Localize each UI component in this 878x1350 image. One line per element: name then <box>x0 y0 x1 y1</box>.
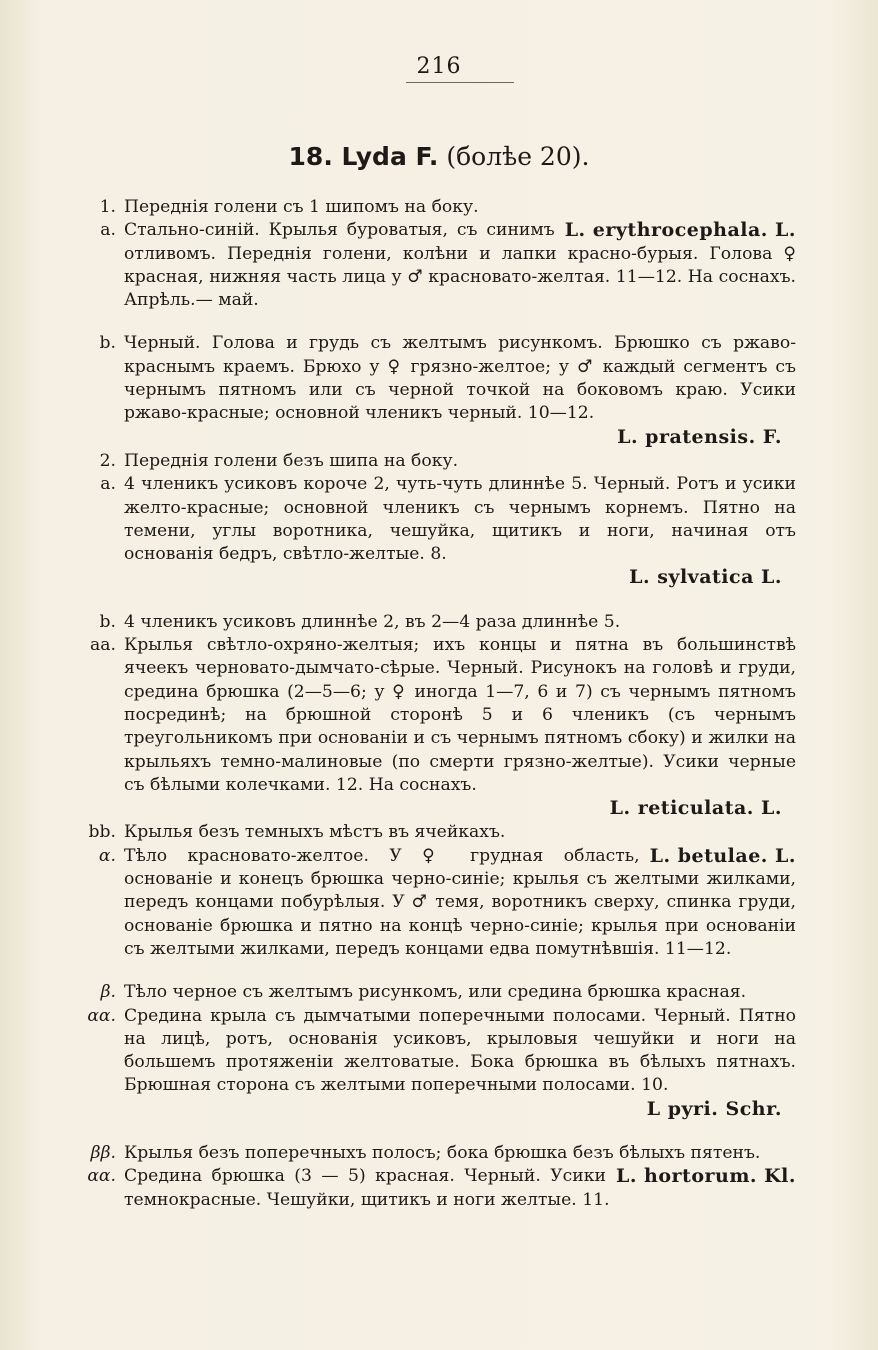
couplet-text: Черный. Голова и грудь съ желтымъ рисункомъ. Брюшко съ ржаво-краснымъ краемъ. Брюхо у ♀ грязно-желтое; у ♂ каждый сегментъ съ чернымъ пятномъ или съ черной точкой на боковомъ краю. Усики ржаво-красные; основной членикъ черный. 10—12. <box>124 333 796 424</box>
couplet-text: Тѣло черное съ желтымъ рисункомъ, или средина брюшка красная. <box>124 982 747 1003</box>
key-couplet <box>90 634 796 821</box>
couplet-marker: b. <box>99 611 116 632</box>
key-couplet <box>100 981 796 1004</box>
species-name: L. reticulata. L. <box>609 797 782 820</box>
couplet-text: Средина брюшка (3 — 5) красная. Черный. Усики темнокрасные. Чешуйки, щитикъ и ноги желтые. 11. <box>124 1166 610 1210</box>
key-couplet <box>88 821 796 844</box>
couplet-text: 4 членикъ усиковъ короче 2, чуть-чуть длиннѣе 5. Черный. Ротъ и усики желто-красные; основной членикъ съ чернымъ корнемъ. Пятно на темени, углы воротника, чешуйка, щитикъ и ноги, начиная отъ основанія бедръ, свѣтло-желтые. 8. <box>124 474 796 565</box>
key-couplet <box>100 219 796 312</box>
key-couplet <box>99 196 796 219</box>
key-couplet <box>90 1142 796 1165</box>
species-name: L. sylvatica L. <box>629 566 782 589</box>
couplet-text: Крылья безъ поперечныхъ полосъ; бока брюшка безъ бѣлыхъ пятенъ. <box>124 1142 761 1163</box>
page-number: 216 <box>416 54 462 79</box>
couplet-marker: aa. <box>90 635 116 656</box>
couplet-marker: α. <box>98 845 116 866</box>
couplet-marker: ββ. <box>90 1142 116 1163</box>
key-couplet <box>87 1165 796 1212</box>
couplet-marker: αα. <box>87 1166 116 1187</box>
couplet-marker: β. <box>100 982 116 1003</box>
key-couplet <box>99 450 796 473</box>
couplet-text: Тѣло красновато-желтое. У ♀ грудная область, основаніе и конецъ брюшка черно-синіе; крылья съ желтыми жилками, передъ концами побурѣлыя. У ♂ темя, воротникъ сверху, спинка груди, основаніе брюшка и пятно на концѣ черно-синіе; крылья при основаніи съ желтыми жилками, передъ концами едва помутнѣвшія. 11—12. <box>124 845 796 959</box>
page-number-rule <box>406 82 514 83</box>
genus-species-count: (болѣе 20). <box>446 142 590 171</box>
key-text <box>87 196 796 1212</box>
genus-heading <box>0 142 878 171</box>
species-name: L pyri. Schr. <box>646 1097 782 1120</box>
couplet-marker: αα. <box>87 1005 116 1026</box>
species-name: L. erythrocephala. L. <box>564 219 796 242</box>
key-couplet <box>100 473 796 590</box>
couplet-marker: bb. <box>88 822 116 843</box>
couplet-text: Стально-синій. Крылья буроватыя, съ синимъ отливомъ. Переднія голени, колѣни и лапки красно-бурыя. Голова ♀ красная, нижняя часть лица у ♂ красновато-желтая. 11—12. На соснахъ. Апрѣль.— май. <box>124 220 796 311</box>
couplet-text: Крылья безъ темныхъ мѣстъ въ ячейкахъ. <box>124 822 506 843</box>
couplet-marker: 2. <box>99 450 116 471</box>
key-couplet <box>99 332 796 449</box>
genus-title: 18. Lyda F. <box>288 142 439 171</box>
couplet-text: Крылья свѣтло-охряно-желтыя; ихъ концы и пятна въ большинствѣ ячеекъ черновато-дымчато-сѣрые. Черный. Рисунокъ на головѣ и груди, средина брюшка (2—5—6; у ♀ иногда 1—7, 6 и 7) съ чернымъ пятномъ посрединѣ; на брюшной сторонѣ 5 и 6 членикъ (съ чернымъ треугольникомъ при основаніи и съ чернымъ пятномъ сбоку) и жилки на крыльяхъ темно-малиновые (по смерти грязно-желтые). Усики черные съ бѣлыми колечками. 12. На соснахъ. <box>124 635 796 795</box>
key-couplet <box>87 1005 796 1122</box>
couplet-marker: a. <box>100 220 116 241</box>
species-name: L. hortorum. Kl. <box>615 1165 796 1188</box>
key-couplet <box>98 844 796 961</box>
couplet-marker: 1. <box>99 197 116 217</box>
couplet-marker: b. <box>99 333 116 354</box>
couplet-text: Средина крыла съ дымчатыми поперечными полосами. Черный. Пятно на лицѣ, ротъ, основанія усиковъ, крыловыя чешуйки и ноги на большемъ протяженіи желтоватые. Бока брюшка въ бѣлыхъ пятнахъ. Брюшная сторона съ желтыми поперечными полосами. 10. <box>124 1005 796 1096</box>
couplet-text: Переднія голени съ 1 шипомъ на боку. <box>124 197 479 217</box>
key-couplet <box>99 611 796 634</box>
species-name: L. betulae. L. <box>649 844 796 867</box>
couplet-text: Переднія голени безъ шипа на боку. <box>124 450 459 471</box>
couplet-marker: a. <box>100 474 116 495</box>
couplet-text: 4 членикъ усиковъ длиннѣе 2, въ 2—4 раза длиннѣе 5. <box>124 611 621 632</box>
species-name: L. pratensis. F. <box>617 425 782 448</box>
